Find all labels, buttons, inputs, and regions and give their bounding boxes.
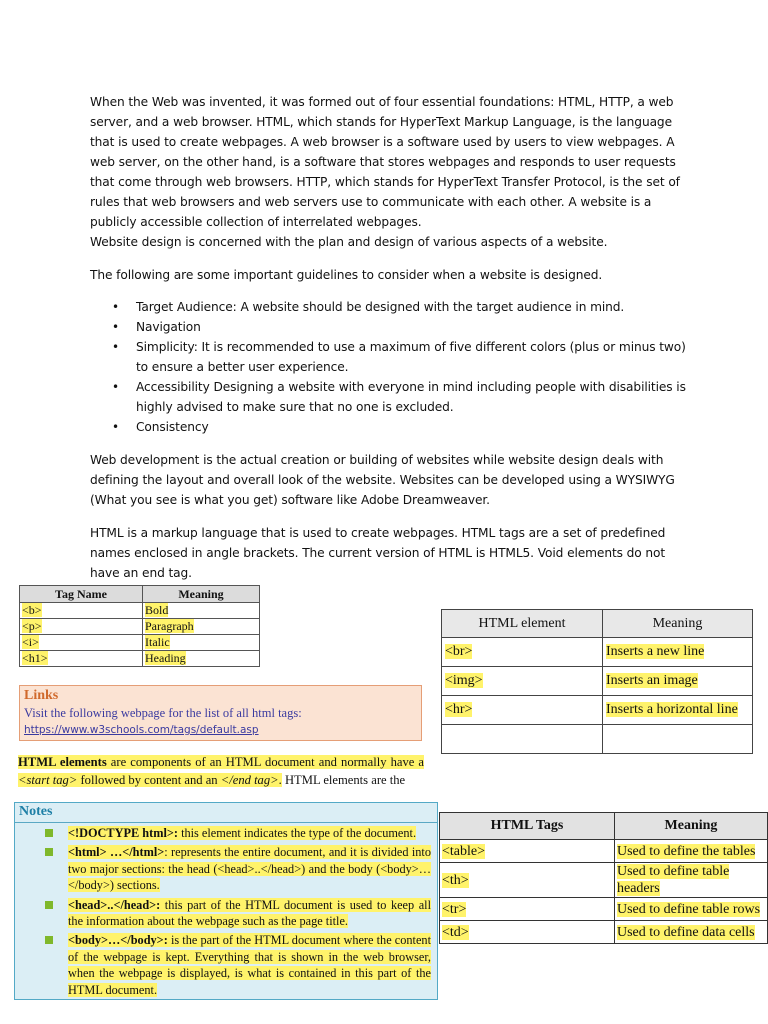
table-cell <box>20 619 143 635</box>
bullet-icon: • <box>112 320 119 334</box>
meaning-text: Used to define table rows <box>617 901 761 917</box>
tag-text: <th> <box>442 872 469 888</box>
table-cell <box>440 840 615 863</box>
links-box <box>19 685 422 741</box>
meaning-text: Heading <box>145 651 186 665</box>
table-header-row <box>20 586 260 603</box>
meaning-text: Inserts a new line <box>606 644 705 659</box>
list-item <box>15 825 437 841</box>
list-item <box>15 897 437 930</box>
table-cell <box>615 898 768 921</box>
links-title: Links <box>24 688 59 703</box>
guideline-text: Navigation <box>136 320 201 334</box>
element-text: <img> <box>445 673 483 688</box>
guidelines-intro: The following are some important guidelines to consider when a website is designed. <box>90 268 603 282</box>
note-text: this part of the HTML document is used to keep all the information about the webpage such as the page title. <box>68 897 431 929</box>
highlighted-text <box>68 845 431 892</box>
meaning-text: Paragraph <box>145 619 194 633</box>
guideline-text: Simplicity: It is recommended to use a maximum of five different colors (plus or minus two) to ensure a better user experience. <box>136 340 686 374</box>
end-tag-text: </end tag> <box>220 773 279 787</box>
table-row <box>20 619 260 635</box>
guideline-text: Accessibility Designing a website with everyone in mind including people with disabilities is highly advised to make sure that no one is excluded. <box>136 380 686 414</box>
tag-text: <b> <box>22 603 42 617</box>
highlighted-text <box>68 826 416 840</box>
document-body <box>90 92 686 583</box>
start-tag-text: <start tag> <box>18 773 78 787</box>
divider <box>15 822 437 823</box>
note-text: this element indicates the type of the document. <box>178 826 417 840</box>
list-item <box>90 337 686 377</box>
element-text: <br> <box>445 644 473 659</box>
table-row <box>20 603 260 619</box>
tag-text: <table> <box>442 843 485 859</box>
guidelines-list <box>90 297 686 437</box>
w3schools-link[interactable]: https://www.w3schools.com/tags/default.asp <box>24 724 259 736</box>
tag-text: <p> <box>22 619 42 633</box>
elements-text: followed by content and an <box>77 773 221 787</box>
table-cell <box>440 921 615 944</box>
table-row <box>442 638 753 667</box>
list-item <box>90 297 686 317</box>
table-cell <box>615 863 768 898</box>
table-cell <box>442 725 603 754</box>
list-item <box>15 932 437 998</box>
column-header: HTML element <box>442 610 603 638</box>
list-item <box>15 844 437 893</box>
table-cell <box>20 651 143 667</box>
webdev-paragraph: Web development is the actual creation or building of websites while website design deals with defining the layout and overall look of the website. Websites can be developed using a WYSIWYG (What you see is what you get) software like Adobe Dreamweaver. <box>90 453 675 507</box>
tag-text: <i> <box>22 635 39 649</box>
elements-term: HTML elements <box>18 755 107 769</box>
column-header: Meaning <box>603 610 753 638</box>
elements-text: HTML elements are the <box>281 773 406 787</box>
notes-list <box>15 825 437 998</box>
meaning-text: Inserts a horizontal line <box>606 702 738 717</box>
list-item <box>90 417 686 437</box>
intro-paragraph: When the Web was invented, it was formed out of four essential foundations: HTML, HTTP, a web server, and a web browser. HTML, which stands for HyperText Markup Language, is the language that is used to create webpages. A web browser is a software used by users to view webpages. A web server, on the other hand, is a software that stores webpages and responds to user requests that come through web browsers. HTTP, which stands for HyperText Transfer Protocol, is the set of rules that web browsers and web servers use to communicate with each other. A website is a publicly accessible collection of interrelated webpages. <box>90 95 680 229</box>
table-cell <box>143 635 260 651</box>
html-element-table <box>441 609 753 754</box>
table-cell <box>603 638 753 667</box>
note-text: is the part of the HTML document where the content of the webpage is kept. Everything that is shown in the web browser, when the webpage is displayed, is what is contained in this part of the HTML document. <box>68 933 431 997</box>
table-cell <box>143 603 260 619</box>
table-cell <box>615 921 768 944</box>
note-term: <head>..</head>: <box>68 897 161 912</box>
meaning-text: Bold <box>145 603 169 617</box>
table-row <box>440 921 768 944</box>
table-row <box>440 898 768 921</box>
elements-text: are components of an HTML document and normally have a <box>106 755 425 769</box>
table-row <box>442 696 753 725</box>
html-tags-table <box>439 812 768 944</box>
square-bullet-icon <box>45 848 53 856</box>
note-term: <!DOCTYPE html>: <box>68 826 178 840</box>
column-header: HTML Tags <box>440 813 615 840</box>
note-term: <html> …</html> <box>68 845 165 860</box>
tag-text: <h1> <box>22 651 48 665</box>
meaning-text: Used to define the tables <box>617 843 756 859</box>
table-cell <box>143 619 260 635</box>
notes-box <box>14 802 438 1000</box>
table-cell <box>615 840 768 863</box>
table-row <box>440 840 768 863</box>
table-row <box>442 725 753 754</box>
table-header-row <box>442 610 753 638</box>
table-cell <box>143 651 260 667</box>
html-paragraph: HTML is a markup language that is used to create webpages. HTML tags are a set of predefined names enclosed in angle brackets. The current version of HTML is HTML5. Void elements do not have an end tag. <box>90 526 666 580</box>
note-text: : represents the entire document, and it is divided into two major sections: the head (<head>..</head>) and the body (<body>…</body>) sections. <box>68 845 431 893</box>
links-text: Visit the following webpage for the list of all html tags: <box>24 706 302 720</box>
elements-text: . <box>278 773 282 787</box>
table-cell <box>442 638 603 667</box>
notes-title: Notes <box>19 804 53 819</box>
table-cell <box>440 863 615 898</box>
square-bullet-icon <box>45 901 53 909</box>
table-row <box>20 651 260 667</box>
column-header: Meaning <box>143 586 260 603</box>
meaning-text: Used to define data cells <box>617 924 755 940</box>
column-header: Tag Name <box>20 586 143 603</box>
element-text: <hr> <box>445 702 473 717</box>
guideline-text: Consistency <box>136 420 209 434</box>
guideline-text: Target Audience: A website should be designed with the target audience in mind. <box>136 300 625 314</box>
table-cell <box>442 696 603 725</box>
note-term: <body>…</body>: <box>68 933 168 948</box>
table-cell <box>603 696 753 725</box>
tag-name-table <box>19 585 260 667</box>
meaning-text: Used to define table headers <box>617 864 730 896</box>
table-row <box>440 863 768 898</box>
table-cell <box>440 898 615 921</box>
list-item <box>90 317 686 337</box>
table-cell <box>442 667 603 696</box>
table-cell <box>603 667 753 696</box>
square-bullet-icon <box>45 936 53 944</box>
bullet-icon: • <box>112 340 119 354</box>
design-paragraph: Website design is concerned with the plan and design of various aspects of a website. <box>90 235 608 249</box>
table-row <box>442 667 753 696</box>
tag-text: <td> <box>442 924 469 940</box>
list-item <box>90 377 686 417</box>
highlighted-text <box>68 933 431 996</box>
square-bullet-icon <box>45 829 53 837</box>
column-header: Meaning <box>615 813 768 840</box>
tag-text: <tr> <box>442 901 467 917</box>
html-elements-paragraph <box>18 753 424 789</box>
bullet-icon: • <box>112 380 119 394</box>
bullet-icon: • <box>112 420 119 434</box>
table-cell <box>20 635 143 651</box>
table-row <box>20 635 260 651</box>
table-cell <box>20 603 143 619</box>
table-cell <box>603 725 753 754</box>
highlighted-text <box>68 898 431 928</box>
bullet-icon: • <box>112 300 119 314</box>
table-header-row <box>440 813 768 840</box>
meaning-text: Inserts an image <box>606 673 698 688</box>
meaning-text: Italic <box>145 635 170 649</box>
